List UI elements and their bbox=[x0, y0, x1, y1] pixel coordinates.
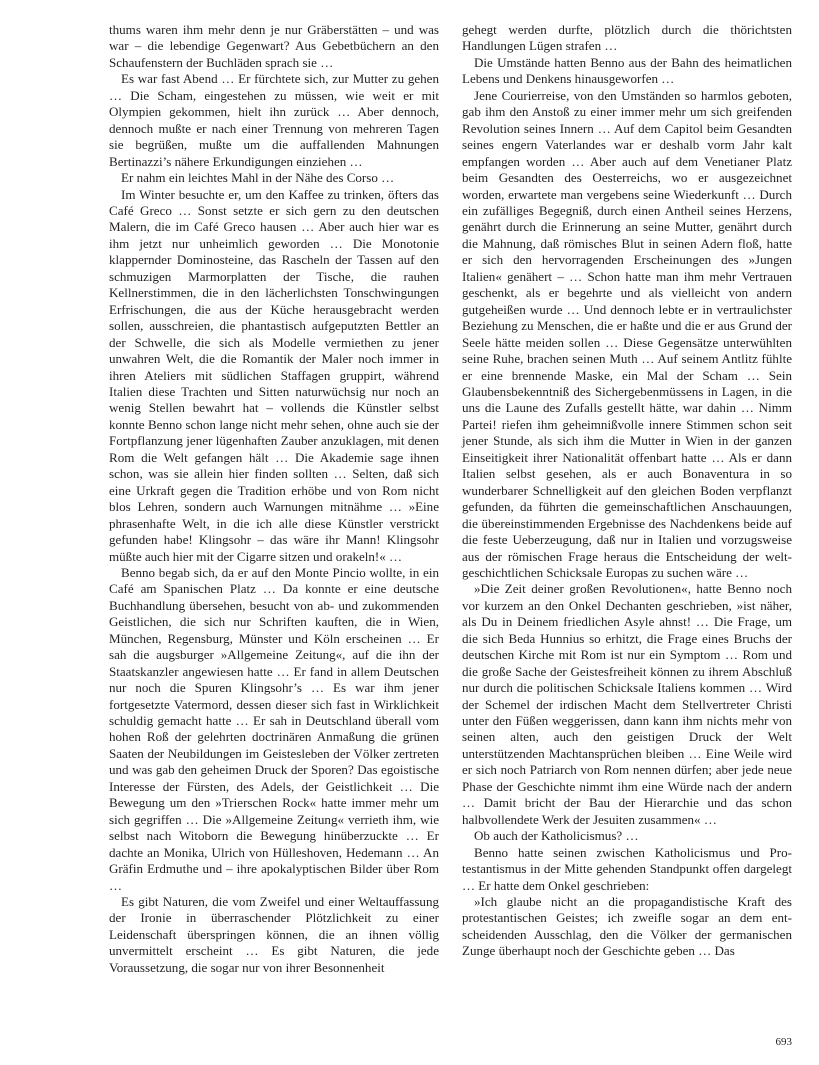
paragraph: Benno begab sich, da er auf den Monte Pincio wollte, in ein Café am Spanischen Platz … Da konnte er eine deutsche Buchhandlung übersehen, besucht von ab- und zukommenden Geistlichen, die sich nur Schriften kauften, die in Wien, München, Regensburg, Münster und Köln erscheinen … Er sah die augsburger »Allgemeine Zeitung«, auf die ihn der Staatskanzler angewiesen hatte … Er fand in allem Deutschen nur noch die Spuren Klingsohr’s … Es war ihm jener fortgesetzte Vatermord, dessen dieser sich fast in Wirklichkeit schuldig gemacht hatte … Er sah in Deutschland überall vom hohen Roß der gelehrten doctrinären Anmaßung die grünen Saaten der Neubildungen im Geistesleben der Völker zertreten und was gab den geheimen Druck der Sporen? Das egoistische Interesse der Fürsten, des Adels, der Geistlichkeit … Die Bewegung um den »Trierschen Rock« hatte immer mehr um sich gegriffen … Die »Allgemeine Zeitung« verrieth ihm, wie selbst nach Witoborn die Bewegung hinüberzuckte … Er dachte an Monika, Ulrich von Hülleshoven, Hedemann … An Gräfin Erdmuthe und – ihre apokalyptischen Bilder über Rom … bbox=[109, 564, 439, 893]
paragraph: Die Umstände hatten Benno aus der Bahn des heimatlichen Lebens und Denkens hinausgeworfen … bbox=[462, 54, 792, 87]
paragraph: thums waren ihm mehr denn je nur Gräberstätten – und was war – die lebendige Gegenwart? Aus Gebetbüchern an den Schaufenstern der Buchläden sprach sie … bbox=[109, 22, 439, 70]
right-text-column bbox=[462, 22, 792, 960]
paragraph: gehegt werden durfte, plötzlich durch die thörichtsten Handlungen Lügen strafen … bbox=[462, 22, 792, 54]
paragraph: Er nahm ein leichtes Mahl in der Nähe des Corso … bbox=[121, 170, 395, 186]
left-text-column bbox=[109, 22, 439, 976]
paragraph: Jene Courierreise, von den Umständen so harmlos geboten, gab ihm den Anstoß zu einer immer mehr um sich greifenden Revolution seines Innern … Auf dem Capitol beim Gesandten seines engern Vaterlandes war er deshalb vorm Jahr kalt empfangen worden … Aber auch auf dem Venetianer Platz beim Gesandten des Oesterreichs, wo er ausgezeichnet worden, erwartete man vergebens seine Wiederkunft … Durch ein zufälliges Begegniß, durch einen Antheil seines Herzens, genährt durch die Erinnerung an seine Mutter, genährt durch die Mahnung, daß römisches Blut in seinen Adern floß, hatte er sich den hervorragenden Erscheinungen des »Jungen Italien« genähert – … Schon hatte man ihm mehr Vertrauen geschenkt, als er begehrte und als vielleicht von andern gutgeheißen wurde … Und dennoch lebte er in vertraulichster Beziehung zu Menschen, die er haßte und die er aus Grund der Seele hätte meiden sollen … Diese Gegensätze unterwühlten seine Ruhe, brachen seinen Muth … Auf seinem Antlitz fühlte er eine brennende Maske, ein Mal der Scham … Sein Glaubensbekenntniß des Sichergebenmüssens in Lagen, in die uns die Laune des Zufalls gestellt hätte, war dahin … Nimm Partei! riefen ihm geheimnißvolle innere Stimmen schon seit jener Stunde, als sich ihm die Mutter in Wien in der ganzen Einseitigkeit ihrer Nationalität offenbart hatte … Als er dann Italien selbst gesehen, als er auch Bonaventura in so wunderbarer Schnelligkeit auf den gleichen Boden verpflanzt gefunden, da führten die gemeinschaftlichen Anschauungen, die übereinstimmenden Ergebnisse des Nachdenkens beide auf die feste Ueberzeugung, daß nur in Italien und vorzugsweise aus der römischen Frage heraus die Entscheidung der weltgeschichtlichen Schicksale Europas zu suchen wäre … bbox=[462, 87, 792, 580]
paragraph: Es gibt Naturen, die vom Zweifel und einer Weltauffassung der Ironie in überraschender Plötzlichkeit zu einer Leidenschaft überspringen können, die an ihnen völlig unvermittelt erscheint … Es gibt Naturen, die jede Voraussetzung, die sogar nur von ihrer Besonnenheit bbox=[109, 894, 439, 975]
paragraph: Ob auch der Katholicismus? … bbox=[474, 828, 639, 844]
page-number: 693 bbox=[775, 1036, 792, 1048]
paragraph: Es war fast Abend … Er fürchtete sich, zur Mutter zu gehen … Die Scham, eingestehen zu müssen, wie weit er mit Olympien gekommen, hielt ihn zurück … Aber dennoch, dennoch mußte er nach einer Trennung von mehreren Tagen sie begrüßen, mußte um die auffallenden Mahnungen Bertinazzi’s nähere Erkundigungen einziehen … bbox=[109, 71, 439, 169]
paragraph: Benno hatte seinen zwischen Katholicismus und Protestantismus in der Mitte gehenden Standpunkt offen dargelegt … Er hatte dem Onkel geschrieben: bbox=[462, 844, 792, 893]
paragraph: »Ich glaube nicht an die propagandistische Kraft des protestantischen Geistes; ich zweifle sogar an dem entscheidenden Ausschlag, den die Völker der germanischen Zunge überhaupt noch der Geschichte geben … Das bbox=[462, 894, 792, 959]
paragraph: Im Winter besuchte er, um den Kaffee zu trinken, öfters das Café Greco … Sonst setzte er sich gern zu den deutschen Malern, die im Café Greco hausen … Aber auch hier war es ihm jetzt nur unheimlich geworden … Die Monotonie klappernder Dominosteine, das Rascheln der Tassen auf den schmuzigen Marmorplatten der Tische, die rauhen Kellnerstimmen, die in den lächerlichsten Tonschwingungen Erfrischungen, die aus der Küche herausgebracht werden sollen, ausschreien, die phantastisch aufgeputzten Bettler an der Schwelle, die sich als Modelle vermiethen zu jener unwahren Welt, die die Romantik der Maler noch immer in ihren Ateliers mit südlichen Staffagen gruppirt, während Italien diese Trachten und Sitten naturwüchsig nur noch an wenig Stellen bewahrt hat – vollends die Künstler selbst konnte Benno schon lange nicht mehr sehen, ohne auch sie der Fortpflanzung jener lügenhaften Zauber anzuklagen, mit denen Rom die Welt gefangen hält … Die Akademie sage ihnen schon, was sie allein hier finden sollten … Selten, daß sich eine Urkraft gegen die Tradition erhöbe und von Rom nicht blos Lehren, sondern auch Warnungen mitnähme … »Eine phrasenhafte Welt, in die ich alle diese Künstler verstrickt gefunden habe! Klingsohr – das wäre ihr Mann! Klingsohr müßte auch hier mit der Cigarre sitzen und orakeln!« … bbox=[109, 186, 439, 564]
paragraph: »Die Zeit deiner großen Revolutionen«, hatte Benno noch vor kurzem an den Onkel Dechanten geschrieben, »ist näher, als Du in Deinem friedlichen Asyle ahnst! … Die Frage, um die sich Beda Hunnius so erhitzt, die Frage eines Bruchs der deutschen Kirche mit Rom ist nur ein Symptom … Rom und die große Sache der Geistesfreiheit können zu ihrem Abschluß nur durch die politischen Schicksale Italiens kommen … Wird der Schemel der irdischen Macht dem Stellvertreter Christi unter den Füßen weggerissen, dann kann ihm nichts mehr von seinen alten, auch den geistigen Druck der Welt unterstützenden Machtansprüchen bleiben … Eine Weile wird er sich noch Patriarch von Rom nennen dürfen; aber jede neue Phase der Geschichte nimmt ihm eine Würde nach der andern … Damit bricht der Bau der Hierarchie und das schon halbvollendete Werk der Jesuiten zusammen« … bbox=[462, 581, 792, 827]
